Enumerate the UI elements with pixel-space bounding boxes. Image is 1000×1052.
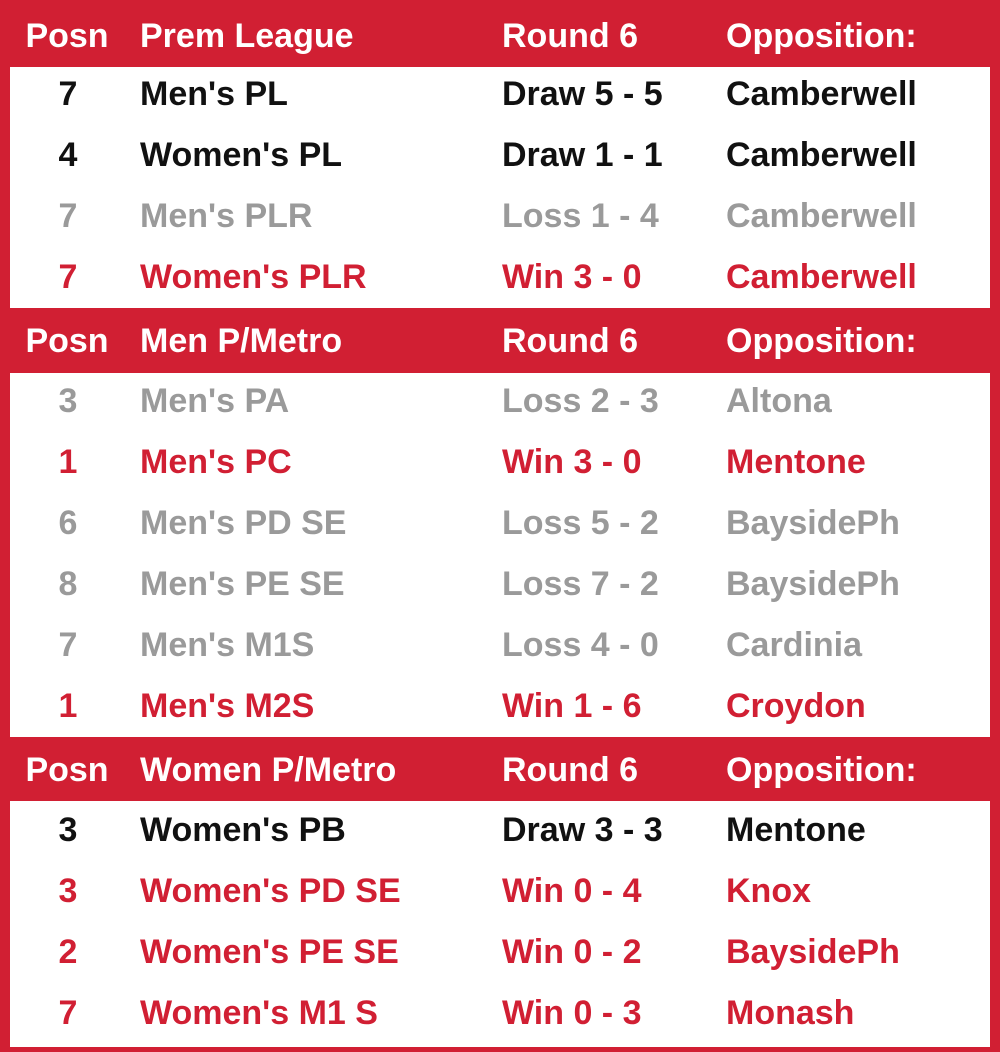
position-value: 7 xyxy=(58,626,78,664)
competition-heading: Prem League xyxy=(140,16,354,55)
opposition-name: Monash xyxy=(726,994,855,1032)
competition-heading: Men P/Metro xyxy=(140,321,343,360)
posn-heading: Posn xyxy=(25,16,109,55)
table-row xyxy=(0,554,1000,615)
position-value: 7 xyxy=(58,994,78,1032)
table-row xyxy=(0,861,1000,922)
team-name: Women's M1 S xyxy=(140,994,378,1032)
section-header xyxy=(0,739,1000,801)
opposition-name: Altona xyxy=(726,382,832,420)
opposition-name: BaysidePh xyxy=(726,565,900,603)
position-value: 1 xyxy=(58,443,78,481)
match-result: Draw 5 - 5 xyxy=(502,75,663,113)
posn-heading: Posn xyxy=(25,750,109,789)
opposition-name: Croydon xyxy=(726,687,866,725)
match-result: Win 0 - 2 xyxy=(502,933,642,971)
match-result: Win 0 - 3 xyxy=(502,994,642,1032)
position-value: 7 xyxy=(58,197,78,235)
match-result: Win 3 - 0 xyxy=(502,443,642,481)
opposition-name: Camberwell xyxy=(726,136,917,174)
position-value: 3 xyxy=(58,382,78,420)
opposition-name: Mentone xyxy=(726,811,866,849)
team-name: Women's PLR xyxy=(140,258,367,296)
opposition-name: Cardinia xyxy=(726,626,863,664)
team-name: Men's PD SE xyxy=(140,504,347,542)
opposition-name: Camberwell xyxy=(726,258,917,296)
match-result: Draw 1 - 1 xyxy=(502,136,663,174)
team-name: Women's PB xyxy=(140,811,346,849)
team-name: Women's PD SE xyxy=(140,872,401,910)
table-row xyxy=(0,615,1000,676)
match-result: Win 1 - 6 xyxy=(502,687,642,725)
match-result: Draw 3 - 3 xyxy=(502,811,663,849)
position-value: 2 xyxy=(58,933,78,971)
opposition-heading: Opposition: xyxy=(726,750,917,789)
team-name: Men's M1S xyxy=(140,626,315,664)
opposition-heading: Opposition: xyxy=(726,16,917,55)
opposition-heading: Opposition: xyxy=(726,321,917,360)
position-value: 4 xyxy=(58,136,78,174)
table-row xyxy=(0,493,1000,554)
team-name: Women's PL xyxy=(140,136,343,174)
team-name: Men's PE SE xyxy=(140,565,345,603)
opposition-name: BaysidePh xyxy=(726,933,900,971)
team-name: Men's PA xyxy=(140,382,290,420)
position-value: 6 xyxy=(58,504,78,542)
competition-heading: Women P/Metro xyxy=(140,750,397,789)
round-heading: Round 6 xyxy=(502,321,638,360)
team-name: Men's PC xyxy=(140,443,292,481)
opposition-name: Mentone xyxy=(726,443,866,481)
position-value: 3 xyxy=(58,811,78,849)
position-value: 3 xyxy=(58,872,78,910)
table-row xyxy=(0,676,1000,737)
table-row xyxy=(0,983,1000,1044)
match-result: Loss 5 - 2 xyxy=(502,504,659,542)
table-row xyxy=(0,371,1000,432)
posn-heading: Posn xyxy=(25,321,109,360)
opposition-name: Camberwell xyxy=(726,197,917,235)
team-name: Men's PL xyxy=(140,75,288,113)
match-result: Loss 4 - 0 xyxy=(502,626,659,664)
table-row xyxy=(0,432,1000,493)
round-heading: Round 6 xyxy=(502,16,638,55)
opposition-name: Knox xyxy=(726,872,811,910)
match-result: Win 0 - 4 xyxy=(502,872,642,910)
section-header xyxy=(0,309,1000,373)
match-result: Loss 2 - 3 xyxy=(502,382,659,420)
position-value: 7 xyxy=(58,75,78,113)
table-row xyxy=(0,125,1000,186)
team-name: Men's PLR xyxy=(140,197,313,235)
position-value: 8 xyxy=(58,565,78,603)
table-row xyxy=(0,186,1000,247)
section-header xyxy=(0,6,1000,66)
table-row xyxy=(0,247,1000,308)
round-heading: Round 6 xyxy=(502,750,638,789)
match-result: Loss 1 - 4 xyxy=(502,197,659,235)
table-row xyxy=(0,800,1000,861)
table-row xyxy=(0,64,1000,125)
match-result: Loss 7 - 2 xyxy=(502,565,659,603)
opposition-name: Camberwell xyxy=(726,75,917,113)
position-value: 7 xyxy=(58,258,78,296)
opposition-name: BaysidePh xyxy=(726,504,900,542)
match-result: Win 3 - 0 xyxy=(502,258,642,296)
table-row xyxy=(0,922,1000,983)
team-name: Women's PE SE xyxy=(140,933,399,971)
position-value: 1 xyxy=(58,687,78,725)
team-name: Men's M2S xyxy=(140,687,315,725)
